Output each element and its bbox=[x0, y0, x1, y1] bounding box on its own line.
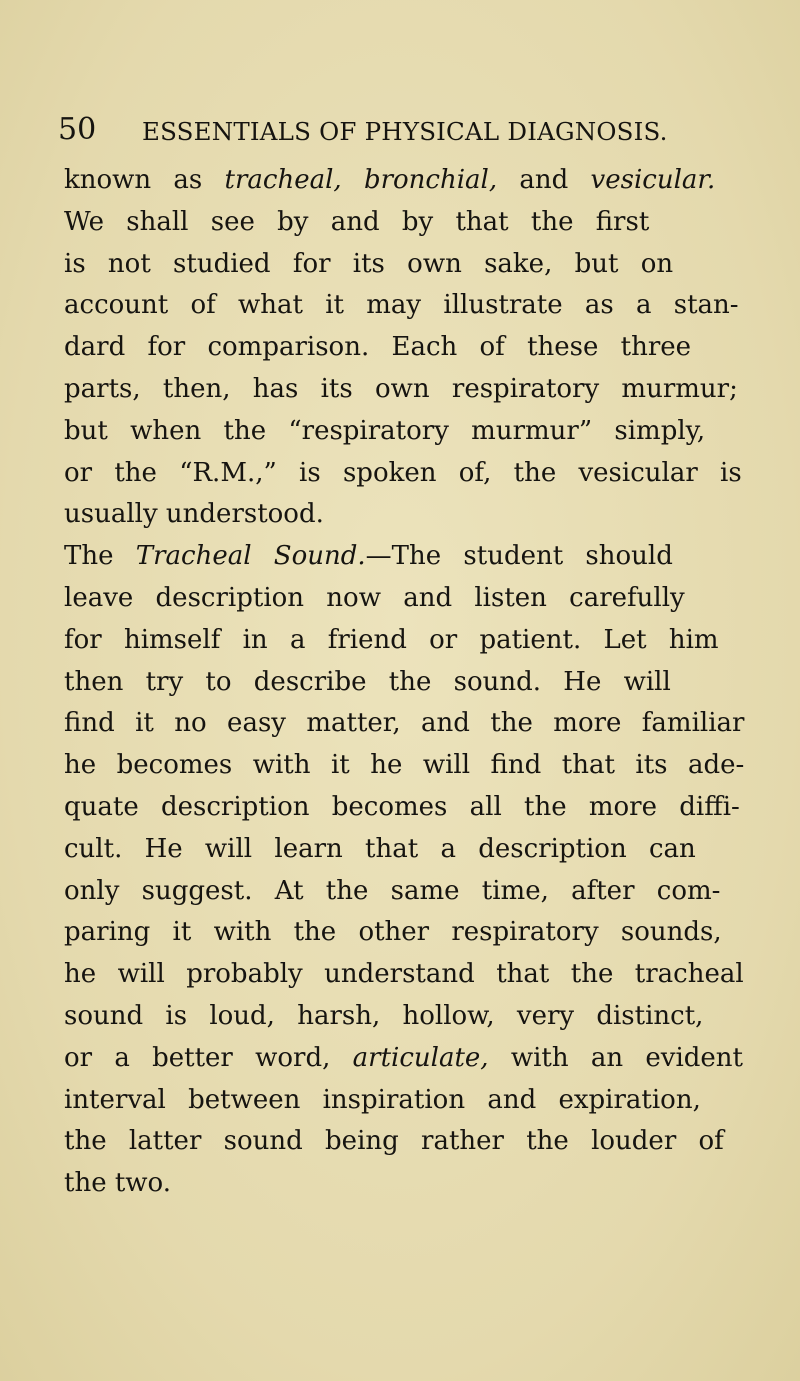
text-line: sound is loud, harsh, hollow, very distinct, bbox=[64, 1000, 704, 1031]
section-heading-line: The Tracheal Sound.—The student should bbox=[64, 541, 673, 572]
running-head bbox=[58, 110, 748, 150]
text-line: or the “R.M.,” is spoken of, the vesicular is bbox=[64, 457, 742, 488]
text-line: cult. He will learn that a description can bbox=[64, 833, 696, 864]
text-line: paring it with the other respiratory sounds, bbox=[64, 917, 722, 948]
body-text bbox=[64, 160, 744, 1205]
text-line: for himself in a friend or patient. Let him bbox=[64, 624, 719, 655]
text-line: interval between inspiration and expiration, bbox=[64, 1084, 701, 1115]
text-line: is not studied for its own sake, but on bbox=[64, 248, 674, 279]
text-line: or a better word, articulate, with an evident bbox=[64, 1042, 743, 1073]
text-line: the latter sound being rather the louder of bbox=[64, 1126, 724, 1157]
text-line: known as tracheal, bronchial, and vesicular. bbox=[64, 165, 716, 195]
text-line: but when the “respiratory murmur” simply, bbox=[64, 415, 706, 446]
page-number: 50 bbox=[58, 112, 97, 147]
section-heading: Tracheal Sound. bbox=[135, 541, 366, 572]
text-line: leave description now and listen carefully bbox=[64, 582, 685, 613]
text-line: usually understood. bbox=[64, 499, 324, 530]
text-line: then try to describe the sound. He will bbox=[64, 666, 671, 697]
text-line: quate description becomes all the more diffi- bbox=[64, 791, 740, 822]
text-line: account of what it may illustrate as a stan- bbox=[64, 290, 739, 321]
text-line: he will probably understand that the tracheal bbox=[64, 959, 744, 990]
text-line: dard for comparison. Each of these three bbox=[64, 332, 692, 363]
text-line: the two. bbox=[64, 1168, 172, 1199]
text-line: We shall see by and by that the first bbox=[64, 206, 650, 237]
text-line: only suggest. At the same time, after com- bbox=[64, 875, 721, 906]
running-head-title: ESSENTIALS OF PHYSICAL DIAGNOSIS. bbox=[142, 117, 668, 146]
text-line: parts, then, has its own respiratory murmur; bbox=[64, 373, 738, 404]
text-line: find it no easy matter, and the more familiar bbox=[64, 708, 745, 739]
text-line: he becomes with it he will find that its ade- bbox=[64, 750, 745, 781]
